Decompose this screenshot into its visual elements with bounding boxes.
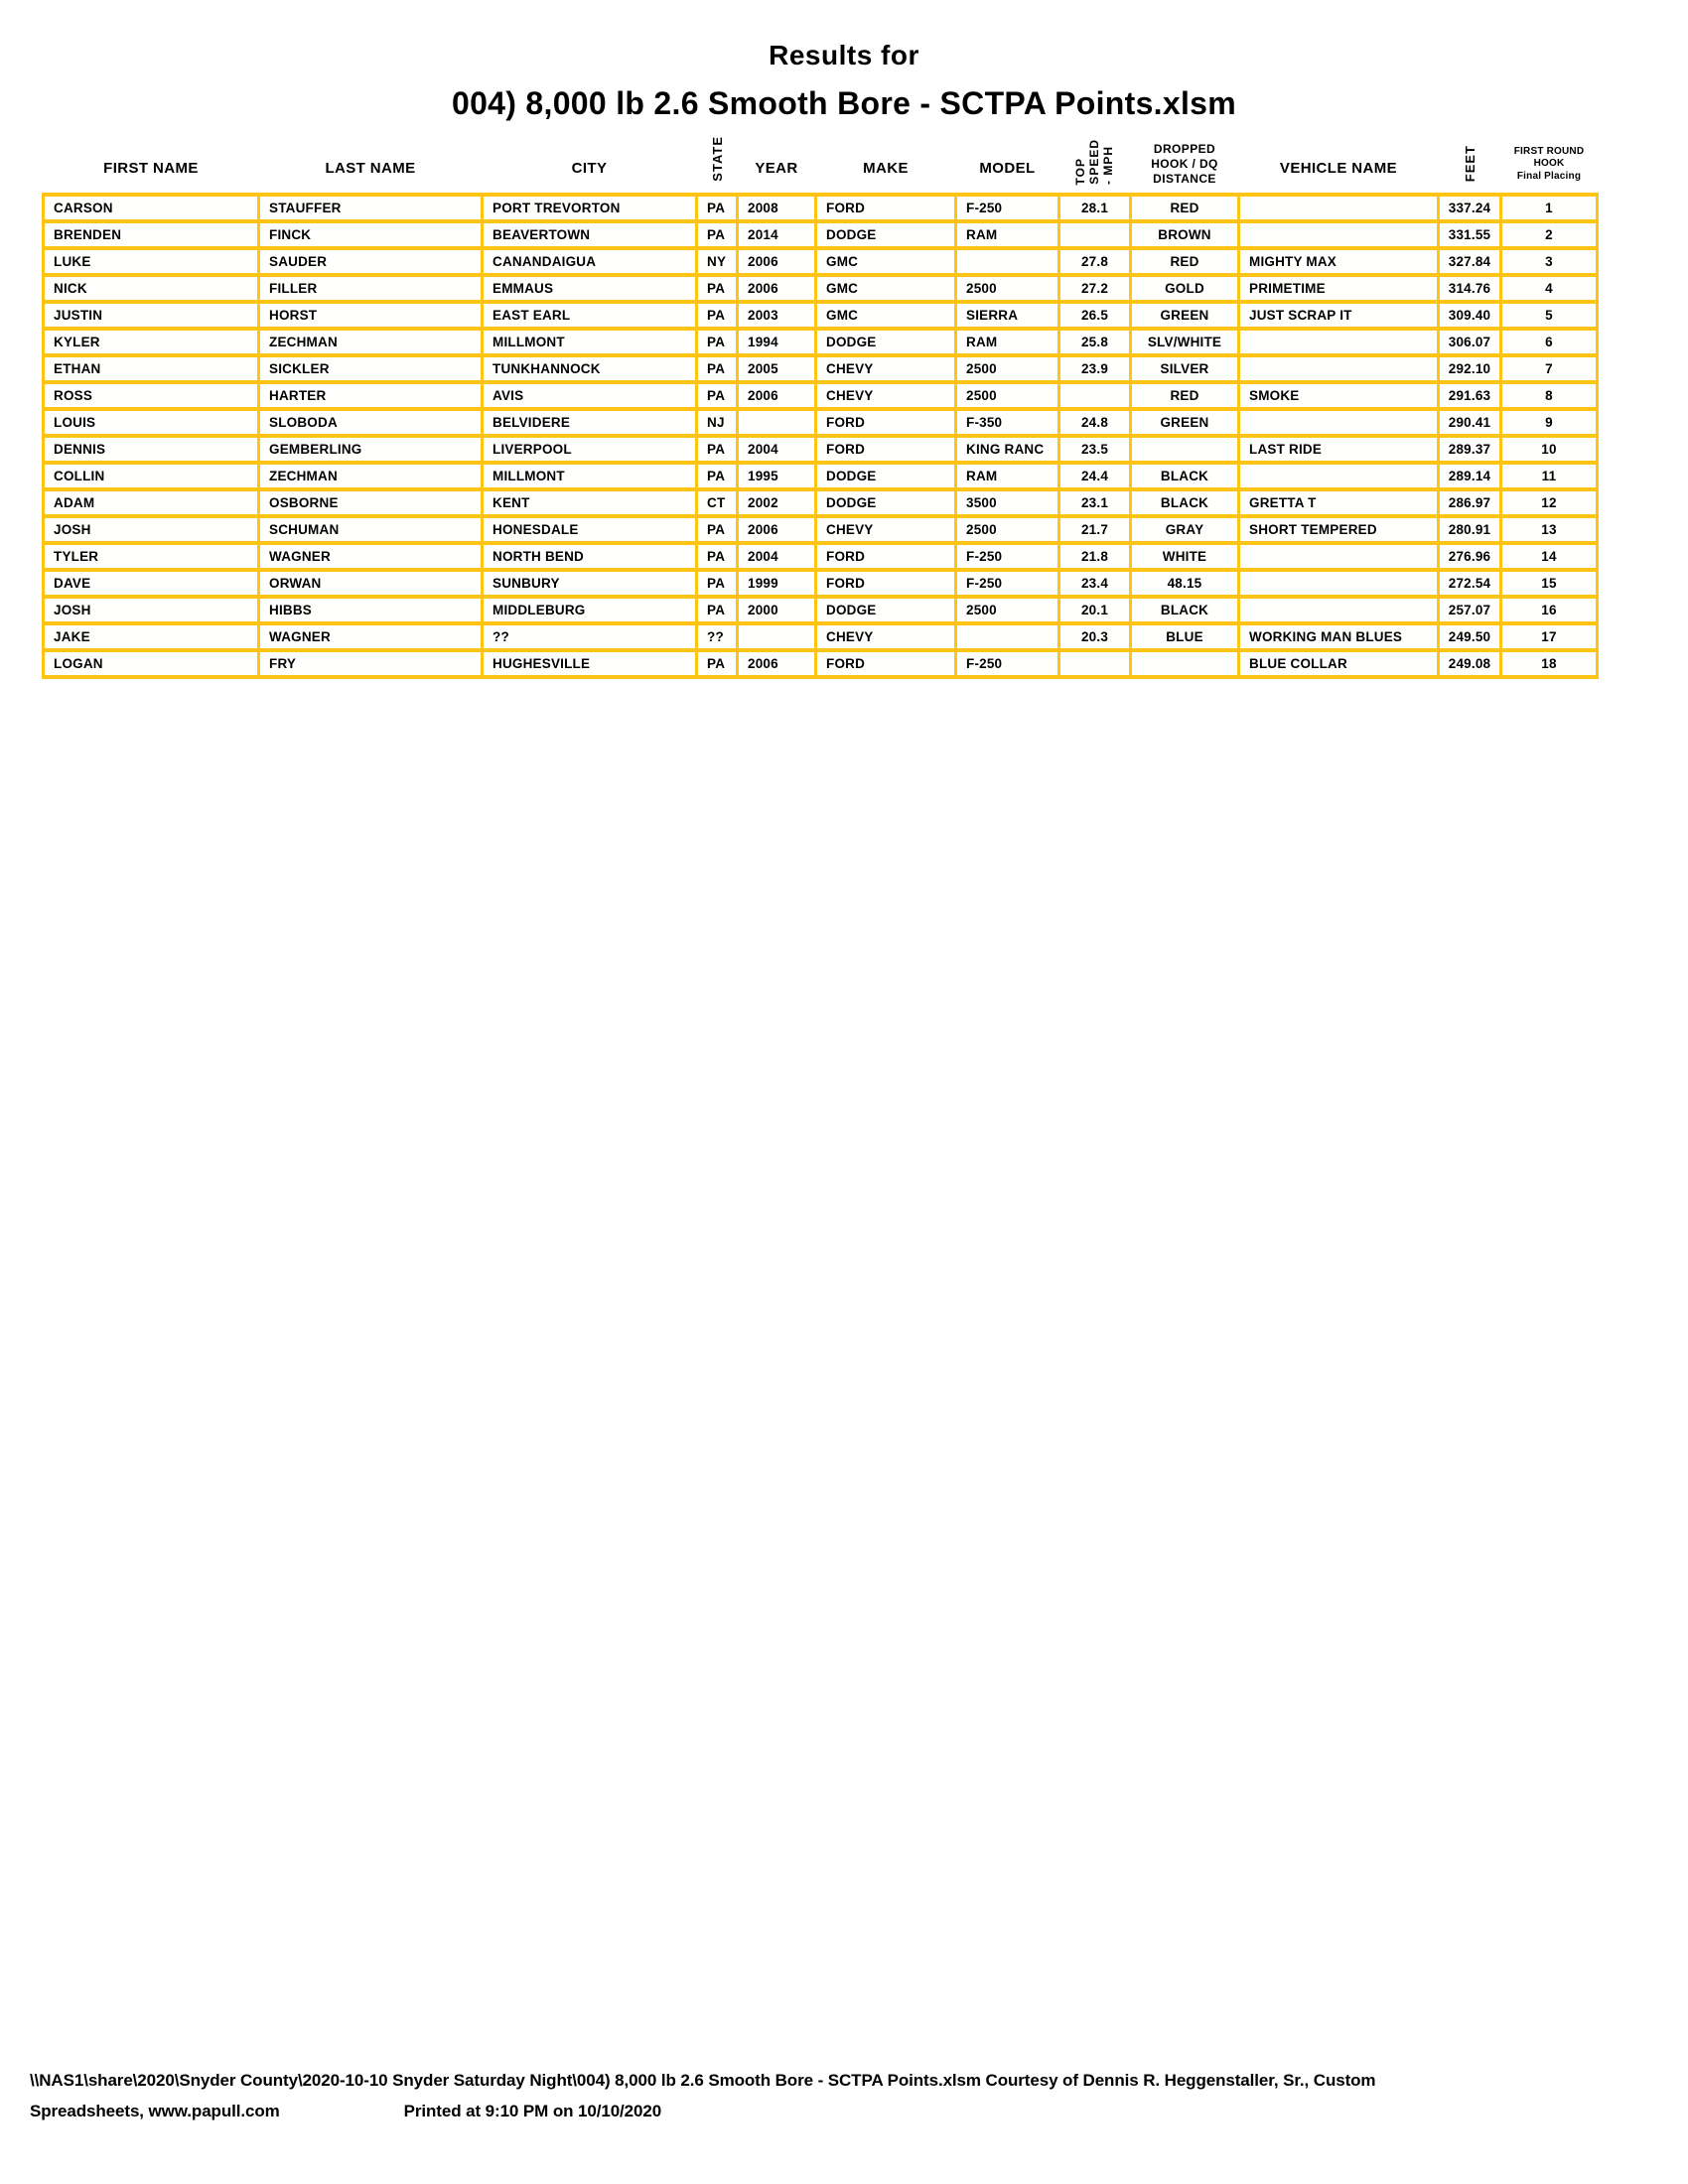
cell-top-speed: 24.8	[1059, 409, 1131, 436]
cell-year	[738, 409, 816, 436]
cell-state: PA	[697, 570, 738, 597]
page-footer	[30, 2065, 1678, 2126]
cell-dropped-hook: GREEN	[1131, 409, 1239, 436]
cell-city: LIVERPOOL	[483, 436, 697, 463]
cell-top-speed: 23.1	[1059, 489, 1131, 516]
cell-first-name: ETHAN	[44, 355, 259, 382]
cell-make: FORD	[816, 570, 956, 597]
cell-city: ??	[483, 623, 697, 650]
file-title: 004) 8,000 lb 2.6 Smooth Bore - SCTPA Points.xlsm	[451, 85, 1237, 121]
cell-model: F-250	[956, 650, 1059, 677]
cell-last-name: HIBBS	[259, 597, 483, 623]
cell-top-speed: 21.7	[1059, 516, 1131, 543]
cell-feet: 292.10	[1439, 355, 1501, 382]
cell-top-speed: 20.3	[1059, 623, 1131, 650]
cell-placing: 9	[1501, 409, 1598, 436]
cell-vehicle-name: MIGHTY MAX	[1239, 248, 1439, 275]
cell-first-name: LUKE	[44, 248, 259, 275]
cell-model: F-250	[956, 195, 1059, 221]
cell-placing: 11	[1501, 463, 1598, 489]
cell-last-name: STAUFFER	[259, 195, 483, 221]
table-row	[44, 570, 1598, 597]
table-row	[44, 516, 1598, 543]
cell-first-name: KYLER	[44, 329, 259, 355]
cell-last-name: FILLER	[259, 275, 483, 302]
cell-city: EAST EARL	[483, 302, 697, 329]
cell-model: 3500	[956, 489, 1059, 516]
cell-top-speed: 27.2	[1059, 275, 1131, 302]
cell-feet: 337.24	[1439, 195, 1501, 221]
cell-dropped-hook: BLACK	[1131, 597, 1239, 623]
cell-placing: 10	[1501, 436, 1598, 463]
cell-make: FORD	[816, 195, 956, 221]
cell-make: GMC	[816, 275, 956, 302]
cell-year: 2000	[738, 597, 816, 623]
cell-placing: 2	[1501, 221, 1598, 248]
col-header-year: YEAR	[738, 129, 816, 195]
col-header-top-speed: TOP SPEED - MPH	[1059, 129, 1131, 195]
cell-state: CT	[697, 489, 738, 516]
cell-vehicle-name	[1239, 570, 1439, 597]
cell-vehicle-name	[1239, 543, 1439, 570]
cell-feet: 306.07	[1439, 329, 1501, 355]
cell-state: PA	[697, 195, 738, 221]
cell-first-name: NICK	[44, 275, 259, 302]
table-row	[44, 543, 1598, 570]
cell-year: 2005	[738, 355, 816, 382]
table-row	[44, 355, 1598, 382]
cell-top-speed: 25.8	[1059, 329, 1131, 355]
cell-state: PA	[697, 516, 738, 543]
cell-top-speed: 23.5	[1059, 436, 1131, 463]
cell-city: MIDDLEBURG	[483, 597, 697, 623]
cell-state: NY	[697, 248, 738, 275]
cell-make: DODGE	[816, 463, 956, 489]
cell-year: 2006	[738, 516, 816, 543]
footer-printed-at: Printed at 9:10 PM on 10/10/2020	[403, 2102, 662, 2120]
cell-placing: 4	[1501, 275, 1598, 302]
cell-dropped-hook: WHITE	[1131, 543, 1239, 570]
results-tbody	[44, 195, 1598, 677]
table-row	[44, 409, 1598, 436]
cell-make: GMC	[816, 302, 956, 329]
cell-first-name: ROSS	[44, 382, 259, 409]
cell-make: CHEVY	[816, 382, 956, 409]
cell-vehicle-name	[1239, 355, 1439, 382]
table-row	[44, 275, 1598, 302]
cell-first-name: CARSON	[44, 195, 259, 221]
cell-dropped-hook: RED	[1131, 195, 1239, 221]
cell-placing: 12	[1501, 489, 1598, 516]
cell-top-speed	[1059, 221, 1131, 248]
cell-first-name: ADAM	[44, 489, 259, 516]
cell-year: 2014	[738, 221, 816, 248]
footer-website: Spreadsheets, www.papull.com	[30, 2102, 280, 2120]
cell-year: 2006	[738, 275, 816, 302]
cell-vehicle-name: SMOKE	[1239, 382, 1439, 409]
cell-placing: 3	[1501, 248, 1598, 275]
cell-vehicle-name: SHORT TEMPERED	[1239, 516, 1439, 543]
cell-first-name: LOUIS	[44, 409, 259, 436]
cell-feet: 309.40	[1439, 302, 1501, 329]
cell-city: MILLMONT	[483, 463, 697, 489]
cell-last-name: FINCK	[259, 221, 483, 248]
cell-vehicle-name	[1239, 195, 1439, 221]
cell-model	[956, 623, 1059, 650]
cell-last-name: OSBORNE	[259, 489, 483, 516]
cell-dropped-hook: BLACK	[1131, 489, 1239, 516]
cell-first-name: TYLER	[44, 543, 259, 570]
cell-vehicle-name: LAST RIDE	[1239, 436, 1439, 463]
cell-model: RAM	[956, 329, 1059, 355]
cell-city: EMMAUS	[483, 275, 697, 302]
cell-dropped-hook	[1131, 650, 1239, 677]
cell-first-name: JUSTIN	[44, 302, 259, 329]
cell-model: RAM	[956, 221, 1059, 248]
cell-year: 2008	[738, 195, 816, 221]
cell-placing: 8	[1501, 382, 1598, 409]
cell-feet: 289.14	[1439, 463, 1501, 489]
table-row	[44, 302, 1598, 329]
cell-feet: 331.55	[1439, 221, 1501, 248]
cell-last-name: SAUDER	[259, 248, 483, 275]
cell-first-name: JOSH	[44, 597, 259, 623]
table-row	[44, 650, 1598, 677]
cell-top-speed: 24.4	[1059, 463, 1131, 489]
cell-dropped-hook: SILVER	[1131, 355, 1239, 382]
cell-make: FORD	[816, 650, 956, 677]
cell-model: 2500	[956, 597, 1059, 623]
cell-state: PA	[697, 221, 738, 248]
cell-year: 2004	[738, 436, 816, 463]
table-row	[44, 597, 1598, 623]
cell-model: F-250	[956, 543, 1059, 570]
cell-make: FORD	[816, 436, 956, 463]
cell-state: PA	[697, 543, 738, 570]
cell-feet: 327.84	[1439, 248, 1501, 275]
cell-city: HONESDALE	[483, 516, 697, 543]
col-header-model: MODEL	[956, 129, 1059, 195]
cell-feet: 249.50	[1439, 623, 1501, 650]
title-block	[0, 40, 1688, 122]
table-row	[44, 436, 1598, 463]
cell-state: PA	[697, 329, 738, 355]
cell-feet: 272.54	[1439, 570, 1501, 597]
col-header-feet: FEET	[1439, 129, 1501, 195]
cell-feet: 291.63	[1439, 382, 1501, 409]
cell-state: PA	[697, 275, 738, 302]
cell-placing: 6	[1501, 329, 1598, 355]
cell-dropped-hook: GOLD	[1131, 275, 1239, 302]
cell-year: 1995	[738, 463, 816, 489]
cell-top-speed: 26.5	[1059, 302, 1131, 329]
cell-last-name: FRY	[259, 650, 483, 677]
cell-placing: 16	[1501, 597, 1598, 623]
cell-model: F-250	[956, 570, 1059, 597]
cell-year: 1999	[738, 570, 816, 597]
cell-vehicle-name	[1239, 221, 1439, 248]
cell-placing: 18	[1501, 650, 1598, 677]
cell-model	[956, 248, 1059, 275]
cell-vehicle-name: GRETTA T	[1239, 489, 1439, 516]
col-header-first-round-placing: FIRST ROUND HOOK Final Placing	[1501, 129, 1598, 195]
cell-dropped-hook: RED	[1131, 382, 1239, 409]
cell-top-speed: 23.4	[1059, 570, 1131, 597]
cell-feet: 257.07	[1439, 597, 1501, 623]
cell-feet: 280.91	[1439, 516, 1501, 543]
col-header-vehicle-name: VEHICLE NAME	[1239, 129, 1439, 195]
cell-vehicle-name	[1239, 329, 1439, 355]
cell-last-name: HORST	[259, 302, 483, 329]
cell-city: BEAVERTOWN	[483, 221, 697, 248]
cell-feet: 276.96	[1439, 543, 1501, 570]
cell-dropped-hook: 48.15	[1131, 570, 1239, 597]
cell-top-speed: 28.1	[1059, 195, 1131, 221]
cell-city: PORT TREVORTON	[483, 195, 697, 221]
cell-state: PA	[697, 302, 738, 329]
cell-dropped-hook: BLUE	[1131, 623, 1239, 650]
cell-city: CANANDAIGUA	[483, 248, 697, 275]
cell-placing: 17	[1501, 623, 1598, 650]
cell-last-name: SICKLER	[259, 355, 483, 382]
cell-make: GMC	[816, 248, 956, 275]
table-row	[44, 195, 1598, 221]
cell-last-name: WAGNER	[259, 623, 483, 650]
cell-last-name: WAGNER	[259, 543, 483, 570]
table-row	[44, 489, 1598, 516]
cell-first-name: JAKE	[44, 623, 259, 650]
col-header-first-name: FIRST NAME	[44, 129, 259, 195]
cell-make: DODGE	[816, 597, 956, 623]
cell-year	[738, 623, 816, 650]
cell-state: PA	[697, 597, 738, 623]
cell-vehicle-name	[1239, 597, 1439, 623]
col-header-state: STATE	[697, 129, 738, 195]
cell-state: PA	[697, 650, 738, 677]
cell-top-speed: 23.9	[1059, 355, 1131, 382]
cell-make: DODGE	[816, 221, 956, 248]
cell-last-name: ORWAN	[259, 570, 483, 597]
cell-make: CHEVY	[816, 355, 956, 382]
cell-year: 2004	[738, 543, 816, 570]
cell-make: FORD	[816, 543, 956, 570]
cell-placing: 7	[1501, 355, 1598, 382]
cell-feet: 314.76	[1439, 275, 1501, 302]
cell-last-name: SLOBODA	[259, 409, 483, 436]
cell-feet: 249.08	[1439, 650, 1501, 677]
cell-model: F-350	[956, 409, 1059, 436]
col-header-last-name: LAST NAME	[259, 129, 483, 195]
cell-feet: 290.41	[1439, 409, 1501, 436]
cell-feet: 289.37	[1439, 436, 1501, 463]
footer-printed-line	[30, 2096, 1678, 2126]
footer-file-path-line: \\NAS1\share\2020\Snyder County\2020-10-10 Snyder Saturday Night\004) 8,000 lb 2.6 Smooth Bore - SCTPA Points.xlsm Courtesy of Dennis R. Heggenstaller, Sr., Custom	[30, 2071, 1376, 2090]
cell-city: TUNKHANNOCK	[483, 355, 697, 382]
cell-year: 2002	[738, 489, 816, 516]
table-row	[44, 382, 1598, 409]
cell-top-speed: 21.8	[1059, 543, 1131, 570]
cell-vehicle-name: JUST SCRAP IT	[1239, 302, 1439, 329]
cell-year: 2006	[738, 650, 816, 677]
cell-vehicle-name: PRIMETIME	[1239, 275, 1439, 302]
cell-dropped-hook: RED	[1131, 248, 1239, 275]
cell-city: AVIS	[483, 382, 697, 409]
cell-city: MILLMONT	[483, 329, 697, 355]
cell-first-name: DENNIS	[44, 436, 259, 463]
cell-placing: 15	[1501, 570, 1598, 597]
cell-placing: 1	[1501, 195, 1598, 221]
cell-first-name: DAVE	[44, 570, 259, 597]
cell-top-speed	[1059, 382, 1131, 409]
cell-year: 2006	[738, 248, 816, 275]
col-header-make: MAKE	[816, 129, 956, 195]
cell-year: 1994	[738, 329, 816, 355]
table-row	[44, 248, 1598, 275]
cell-dropped-hook: BLACK	[1131, 463, 1239, 489]
cell-city: NORTH BEND	[483, 543, 697, 570]
cell-model: SIERRA	[956, 302, 1059, 329]
cell-make: FORD	[816, 409, 956, 436]
cell-state: PA	[697, 463, 738, 489]
cell-city: HUGHESVILLE	[483, 650, 697, 677]
cell-dropped-hook	[1131, 436, 1239, 463]
cell-vehicle-name: BLUE COLLAR	[1239, 650, 1439, 677]
cell-make: DODGE	[816, 329, 956, 355]
page-title: Results for	[769, 40, 919, 70]
table-row	[44, 463, 1598, 489]
cell-state: NJ	[697, 409, 738, 436]
cell-city: BELVIDERE	[483, 409, 697, 436]
results-table	[42, 129, 1599, 679]
cell-vehicle-name	[1239, 463, 1439, 489]
cell-city: SUNBURY	[483, 570, 697, 597]
cell-last-name: GEMBERLING	[259, 436, 483, 463]
cell-model: KING RANC	[956, 436, 1059, 463]
cell-last-name: SCHUMAN	[259, 516, 483, 543]
table-row	[44, 329, 1598, 355]
cell-state: PA	[697, 436, 738, 463]
cell-state: PA	[697, 355, 738, 382]
cell-model: 2500	[956, 355, 1059, 382]
cell-top-speed	[1059, 650, 1131, 677]
cell-placing: 13	[1501, 516, 1598, 543]
cell-last-name: ZECHMAN	[259, 329, 483, 355]
cell-make: CHEVY	[816, 623, 956, 650]
cell-dropped-hook: GREEN	[1131, 302, 1239, 329]
cell-city: KENT	[483, 489, 697, 516]
cell-state: ??	[697, 623, 738, 650]
cell-vehicle-name	[1239, 409, 1439, 436]
table-row	[44, 623, 1598, 650]
table-header-row	[44, 129, 1598, 195]
cell-make: DODGE	[816, 489, 956, 516]
col-header-city: CITY	[483, 129, 697, 195]
cell-top-speed: 27.8	[1059, 248, 1131, 275]
cell-placing: 5	[1501, 302, 1598, 329]
cell-year: 2003	[738, 302, 816, 329]
cell-model: RAM	[956, 463, 1059, 489]
cell-last-name: ZECHMAN	[259, 463, 483, 489]
cell-model: 2500	[956, 382, 1059, 409]
cell-dropped-hook: GRAY	[1131, 516, 1239, 543]
cell-top-speed: 20.1	[1059, 597, 1131, 623]
cell-dropped-hook: SLV/WHITE	[1131, 329, 1239, 355]
cell-year: 2006	[738, 382, 816, 409]
cell-model: 2500	[956, 516, 1059, 543]
table-row	[44, 221, 1598, 248]
cell-state: PA	[697, 382, 738, 409]
cell-feet: 286.97	[1439, 489, 1501, 516]
cell-placing: 14	[1501, 543, 1598, 570]
cell-first-name: COLLIN	[44, 463, 259, 489]
cell-first-name: BRENDEN	[44, 221, 259, 248]
cell-make: CHEVY	[816, 516, 956, 543]
cell-model: 2500	[956, 275, 1059, 302]
cell-first-name: LOGAN	[44, 650, 259, 677]
cell-vehicle-name: WORKING MAN BLUES	[1239, 623, 1439, 650]
cell-first-name: JOSH	[44, 516, 259, 543]
col-header-dropped-hook: DROPPED HOOK / DQ DISTANCE	[1131, 129, 1239, 195]
cell-dropped-hook: BROWN	[1131, 221, 1239, 248]
cell-last-name: HARTER	[259, 382, 483, 409]
